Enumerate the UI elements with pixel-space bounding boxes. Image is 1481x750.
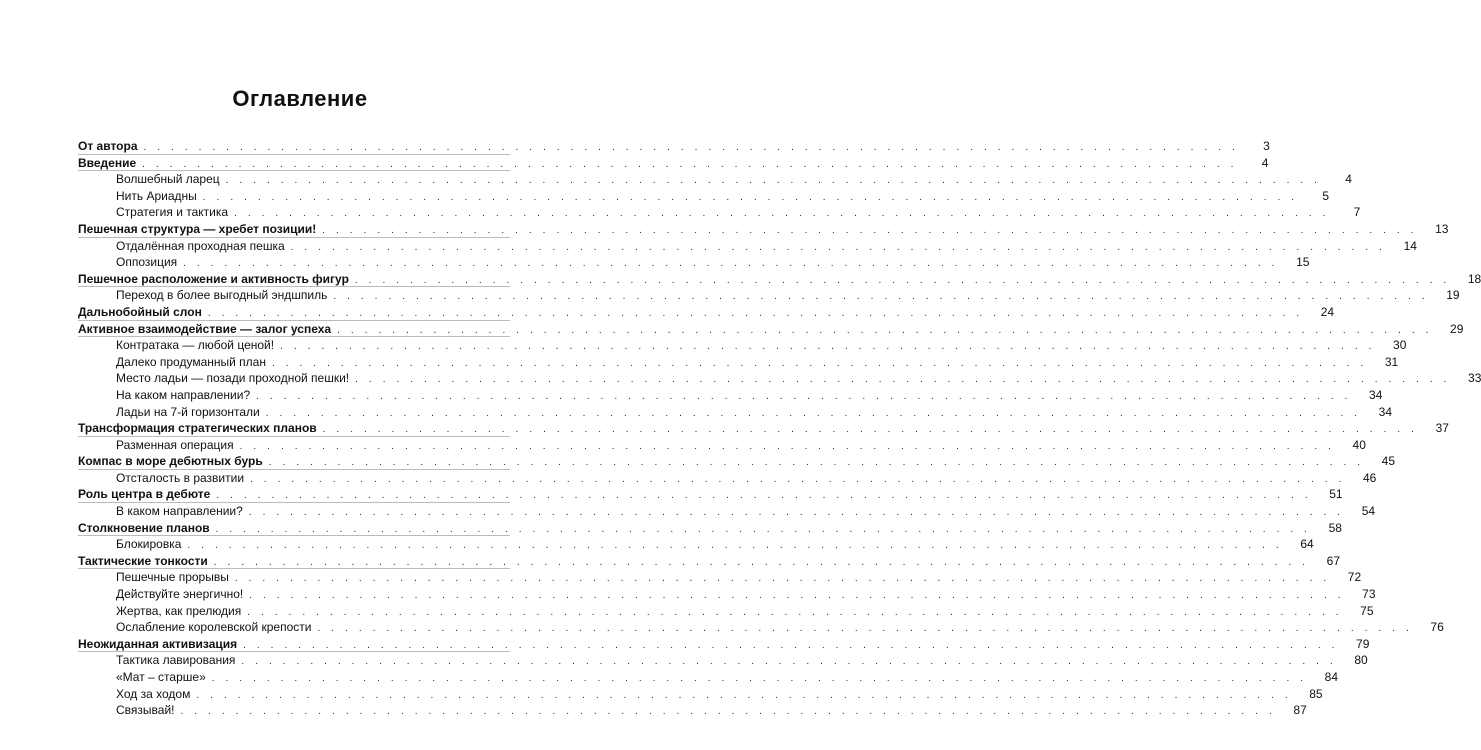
toc-entry-title: Тактика лавирования bbox=[116, 653, 236, 668]
toc-page-number: 84 bbox=[1324, 670, 1339, 684]
dot-leader: ................................................................................ bbox=[142, 158, 1245, 170]
toc-entry-title: На каком направлении? bbox=[116, 387, 251, 402]
toc-section-entry bbox=[78, 470, 1377, 487]
toc-section-entry bbox=[78, 669, 1339, 686]
toc-section-entry bbox=[78, 254, 1310, 271]
toc-page-number: 7 bbox=[1353, 205, 1361, 220]
toc-entry-title: Отсталость в развитии bbox=[116, 470, 245, 485]
toc-page-number: 79 bbox=[1356, 636, 1370, 651]
dot-leader: ................................................................................ bbox=[247, 606, 1350, 618]
dot-leader: ................................................................................ bbox=[225, 175, 1328, 187]
toc-page-number: 67 bbox=[1326, 553, 1341, 568]
toc-page-number: 85 bbox=[1309, 686, 1323, 701]
dot-leader: ................................................................................ bbox=[180, 706, 1283, 718]
toc-page-number: 19 bbox=[1446, 288, 1460, 303]
toc-page-number: 24 bbox=[1320, 304, 1335, 319]
dot-leader: ................................................................................ bbox=[249, 590, 1352, 602]
toc-page-number: 13 bbox=[1435, 221, 1449, 236]
toc-section-entry bbox=[78, 188, 1330, 205]
toc-entry-title: От автора bbox=[78, 139, 138, 153]
toc-page-number: 4 bbox=[1261, 155, 1269, 170]
page-title: Оглавление bbox=[232, 86, 368, 111]
dot-leader: ................................................................................ bbox=[333, 291, 1436, 303]
toc-entry-title: Дальнобойный слон bbox=[78, 304, 202, 319]
toc-section-entry bbox=[78, 702, 1307, 719]
toc-entry-title: Неожиданная активизация bbox=[78, 636, 238, 651]
toc-entry-title: Разменная операция bbox=[116, 437, 234, 452]
table-of-contents bbox=[78, 138, 1481, 719]
toc-entry-title: Пешечные прорывы bbox=[116, 570, 229, 585]
toc-entry-title: Столкновение планов bbox=[78, 520, 210, 535]
dot-leader: ................................................................................ bbox=[337, 324, 1440, 336]
toc-page-number: 5 bbox=[1322, 188, 1330, 203]
toc-chapter-entry bbox=[78, 155, 1269, 172]
toc-page-number: 18 bbox=[1467, 271, 1481, 286]
toc-page-number: 58 bbox=[1328, 520, 1342, 535]
toc-page-number: 30 bbox=[1393, 338, 1407, 353]
toc-page-number: 64 bbox=[1300, 537, 1314, 552]
toc-entry-title: Связывай! bbox=[116, 703, 175, 718]
toc-chapter-entry bbox=[78, 221, 1449, 238]
toc-section-entry bbox=[78, 437, 1366, 454]
toc-page-number: 34 bbox=[1378, 404, 1393, 419]
toc-chapter-entry bbox=[78, 321, 1464, 338]
dot-leader: ................................................................................ bbox=[234, 573, 1338, 585]
toc-section-entry bbox=[78, 619, 1444, 636]
toc-page-number: 29 bbox=[1450, 321, 1464, 336]
toc-entry-title: Ладьи на 7-й горизонтали bbox=[116, 404, 260, 419]
toc-page-number: 72 bbox=[1347, 570, 1362, 585]
toc-entry-title: Ход за ходом bbox=[116, 686, 191, 701]
toc-section-entry bbox=[78, 404, 1393, 421]
toc-chapter-entry bbox=[78, 486, 1343, 503]
toc-page-number: 33 bbox=[1468, 371, 1481, 386]
toc-section-entry bbox=[78, 536, 1314, 553]
toc-page-number: 80 bbox=[1354, 653, 1368, 668]
toc-page-number: 54 bbox=[1361, 504, 1376, 519]
dot-leader: ................................................................................ bbox=[243, 639, 1346, 651]
dot-leader: ................................................................................ bbox=[239, 440, 1342, 452]
toc-section-entry bbox=[78, 387, 1383, 404]
toc-entry-title: Действуйте энергично! bbox=[116, 587, 244, 602]
toc-page-number: 51 bbox=[1329, 487, 1343, 502]
toc-entry-title: В каком направлении? bbox=[116, 504, 243, 519]
dot-leader: ................................................................................ bbox=[234, 208, 1337, 220]
toc-page-number: 46 bbox=[1362, 470, 1377, 485]
dot-leader: ................................................................................ bbox=[256, 390, 1359, 402]
toc-page-number: 4 bbox=[1345, 172, 1352, 187]
dot-leader: ................................................................................ bbox=[317, 623, 1420, 635]
toc-entry-title: «Мат – старше» bbox=[116, 670, 206, 684]
toc-entry-title: Роль центра в дебюте bbox=[78, 487, 211, 502]
toc-page-number: 75 bbox=[1360, 603, 1374, 618]
dot-leader: ................................................................................ bbox=[355, 374, 1458, 386]
toc-entry-title: Активное взаимодействие — залог успеха bbox=[78, 321, 332, 336]
toc-entry-title: Контратака — любой ценой! bbox=[116, 338, 275, 353]
toc-chapter-entry bbox=[78, 420, 1449, 437]
dot-leader: ................................................................................ bbox=[354, 274, 1458, 286]
dot-leader: ................................................................................ bbox=[271, 357, 1375, 369]
toc-page-number: 15 bbox=[1296, 255, 1310, 270]
dot-leader: ................................................................................ bbox=[216, 490, 1319, 502]
toc-page-number: 45 bbox=[1381, 454, 1396, 469]
dot-leader: ................................................................................ bbox=[211, 673, 1315, 684]
dot-leader: ................................................................................ bbox=[143, 142, 1246, 153]
dot-leader: ................................................................................ bbox=[265, 407, 1369, 419]
toc-section-entry bbox=[78, 586, 1376, 603]
toc-chapter-entry bbox=[78, 138, 1270, 155]
toc-entry-title: Компас в море дебютных бурь bbox=[78, 454, 263, 469]
dot-leader: ................................................................................ bbox=[322, 224, 1425, 236]
toc-section-entry bbox=[78, 569, 1362, 586]
toc-section-entry bbox=[78, 171, 1352, 188]
toc-page-number: 37 bbox=[1435, 421, 1449, 436]
toc-page-number: 3 bbox=[1263, 139, 1270, 153]
dot-leader: ................................................................................ bbox=[250, 473, 1353, 485]
dot-leader: ................................................................................ bbox=[215, 523, 1318, 535]
toc-entry-title: Стратегия и тактика bbox=[116, 205, 229, 220]
toc-chapter-entry bbox=[78, 520, 1342, 537]
toc-chapter-entry bbox=[78, 304, 1335, 321]
toc-page-number: 76 bbox=[1430, 620, 1444, 635]
toc-page-number: 14 bbox=[1403, 238, 1417, 253]
toc-section-entry bbox=[78, 204, 1361, 221]
toc-entry-title: Пешечное расположение и активность фигур bbox=[78, 271, 349, 286]
toc-chapter-entry bbox=[78, 453, 1396, 470]
toc-entry-title: Тактические тонкости bbox=[78, 553, 208, 568]
dot-leader: ................................................................................ bbox=[268, 457, 1372, 469]
toc-section-entry bbox=[78, 652, 1368, 669]
toc-page-number: 73 bbox=[1362, 587, 1376, 602]
dot-leader: ................................................................................ bbox=[248, 507, 1352, 519]
toc-entry-title: Пешечная структура — хребет позиции! bbox=[78, 221, 317, 236]
dot-leader: ................................................................................ bbox=[213, 556, 1317, 568]
toc-page-number: 87 bbox=[1293, 703, 1307, 718]
dot-leader: ................................................................................ bbox=[187, 540, 1290, 552]
dot-leader: ................................................................................ bbox=[322, 424, 1425, 436]
toc-entry-title: Введение bbox=[78, 155, 137, 170]
toc-entry-title: Переход в более выгодный эндшпиль bbox=[116, 288, 328, 303]
toc-entry-title: Трансформация стратегических планов bbox=[78, 421, 317, 436]
toc-entry-title: Отдалённая проходная пешка bbox=[116, 238, 285, 253]
toc-section-entry bbox=[78, 354, 1399, 371]
toc-entry-title: Волшебный ларец bbox=[116, 172, 220, 187]
dot-leader: ................................................................................ bbox=[207, 307, 1311, 319]
toc-page-number: 40 bbox=[1352, 437, 1366, 452]
dot-leader: ................................................................................ bbox=[241, 656, 1344, 668]
toc-section-entry bbox=[78, 603, 1374, 620]
toc-section-entry bbox=[78, 370, 1481, 387]
toc-entry-title: Жертва, как прелюдия bbox=[116, 603, 242, 618]
toc-entry-title: Нить Ариадны bbox=[116, 188, 197, 203]
toc-section-entry bbox=[78, 238, 1417, 255]
toc-section-entry bbox=[78, 337, 1407, 354]
toc-chapter-entry bbox=[78, 636, 1370, 653]
dot-leader: ................................................................................ bbox=[280, 341, 1383, 353]
toc-entry-title: Блокировка bbox=[116, 537, 182, 552]
dot-leader: ................................................................................ bbox=[196, 689, 1299, 701]
toc-section-entry bbox=[78, 503, 1376, 520]
toc-chapter-entry bbox=[78, 271, 1481, 288]
toc-entry-title: Ослабление королевской крепости bbox=[116, 620, 312, 635]
dot-leader: ................................................................................ bbox=[183, 258, 1286, 270]
toc-entry-title: Оппозиция bbox=[116, 255, 178, 270]
dot-leader: ................................................................................ bbox=[202, 191, 1306, 203]
toc-page-number: 34 bbox=[1369, 387, 1383, 402]
toc-entry-title: Место ладьи — позади проходной пешки! bbox=[116, 371, 350, 386]
toc-page-number: 31 bbox=[1384, 354, 1399, 369]
toc-entry-title: Далеко продуманный план bbox=[116, 354, 266, 369]
toc-section-entry bbox=[78, 287, 1460, 304]
toc-section-entry bbox=[78, 686, 1323, 703]
dot-leader: ................................................................................ bbox=[290, 241, 1393, 253]
toc-chapter-entry bbox=[78, 553, 1341, 570]
